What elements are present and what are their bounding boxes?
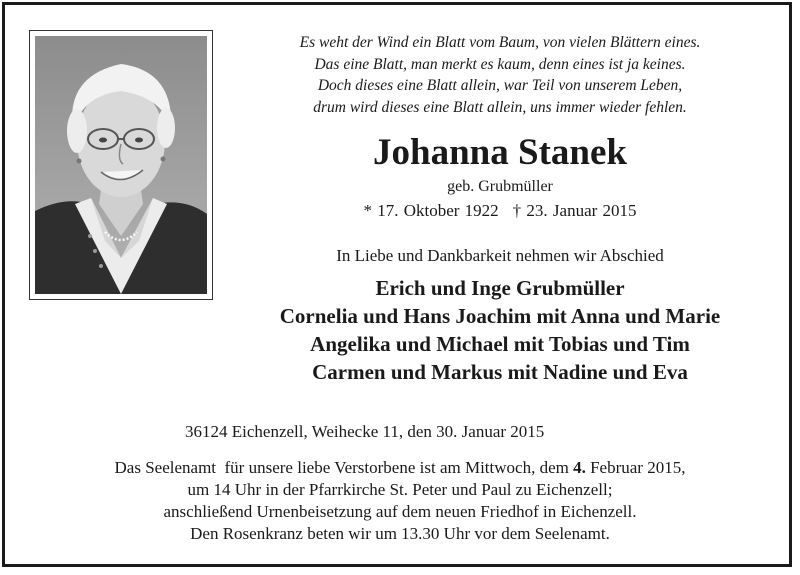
place-and-date: 36124 Eichenzell, Weihecke 11, den 30. Januar 2015 <box>185 422 545 441</box>
poem-line: drum wird dieses eine Blatt allein, uns immer wieder fehlen. <box>313 98 687 116</box>
poem-line: Doch dieses eine Blatt allein, war Teil von unserem Leben, <box>317 77 683 94</box>
portrait-image <box>35 36 207 294</box>
birth-date: * 17. Oktober 1922 <box>363 201 499 220</box>
poem-line: Das eine Blatt, man merkt es kaum, denn eines ist ja keines. <box>314 55 686 73</box>
poem <box>230 32 770 118</box>
family-member-line: Cornelia und Hans Joachim mit Anna und Marie <box>279 304 721 328</box>
service-line: Den Rosenkranz beten wir um 13.30 Uhr vor dem Seelenamt. <box>190 524 610 543</box>
service-details <box>20 457 780 545</box>
service-text: Februar 2015, <box>585 458 686 477</box>
farewell-intro: In Liebe und Dankbarkeit nehmen wir Abschied <box>336 246 664 265</box>
service-line: anschließend Urnenbeisetzung auf dem neuen Friedhof in Eichenzell. <box>163 502 637 521</box>
family-member-line: Carmen und Markus mit Nadine und Eva <box>312 360 688 384</box>
service-date-emphasis: 4. <box>573 458 586 477</box>
family-member-line: Erich und Inge Grubmüller <box>375 276 625 300</box>
life-dates <box>250 200 750 222</box>
death-date: † 23. Januar 2015 <box>512 201 637 220</box>
service-text: Das Seelenamt für unsere liebe Verstorbene ist am Mittwoch, dem <box>114 458 574 477</box>
poem-line: Es weht der Wind ein Blatt vom Baum, von vielen Blättern eines. <box>299 34 701 51</box>
deceased-name: Johanna Stanek <box>373 132 627 173</box>
family-list <box>220 274 780 386</box>
birth-name: geb. Grubmüller <box>447 178 553 195</box>
portrait-frame <box>29 30 213 300</box>
service-line <box>20 457 780 479</box>
family-member-line: Angelika und Michael mit Tobias und Tim <box>310 332 690 356</box>
portrait-photo <box>35 36 207 294</box>
service-line: um 14 Uhr in der Pfarrkirche St. Peter und Paul zu Eichenzell; <box>187 480 613 499</box>
